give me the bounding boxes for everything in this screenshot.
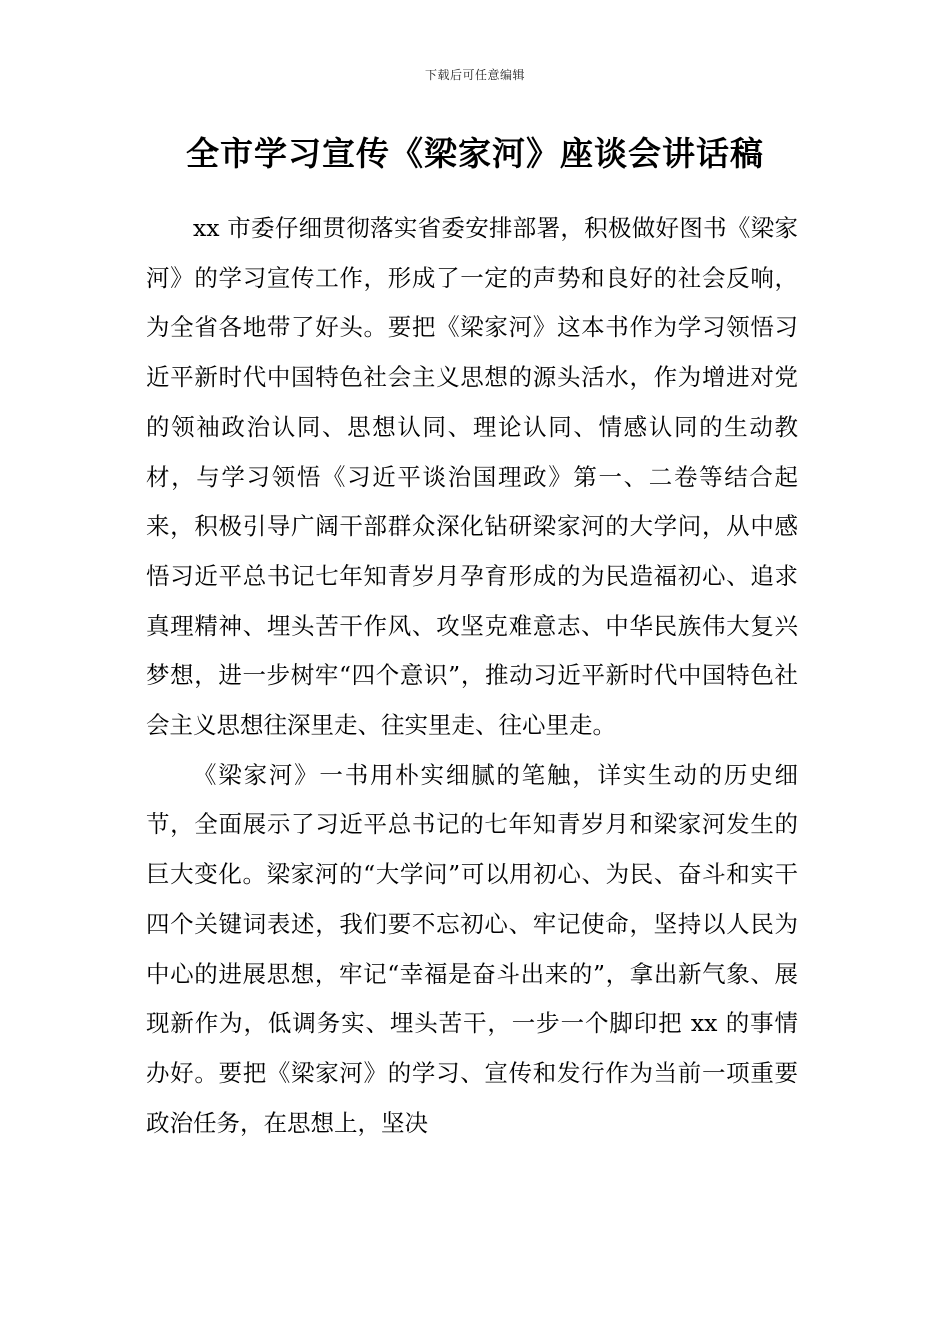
body-paragraph-2: 《梁家河》一书用朴实细腻的笔触，详实生动的历史细节，全面展示了习近平总书记的七年知青岁月和梁家河发生的巨大变化。梁家河的“大学问”可以用初心、为民、奋斗和实干四个关键词表述，我们要不忘初心、牢记使命，坚持以人民为中心的进展思想，牢记“幸福是奋斗出来的”，拿出新气象、展现新作为，低调务实、埋头苦干，一步一个脚印把 xx 的事情办好。要把《梁家河》的学习、宣传和发行作为当前一项重要政治任务，在思想上，坚决 xyxy=(146,760,798,1137)
document-title: 全市学习宣传《梁家河》座谈会讲话稿 xyxy=(186,134,764,173)
document-body xyxy=(146,204,798,1148)
body-paragraph-1: xx 市委仔细贯彻落实省委安排部署，积极做好图书《梁家河》的学习宣传工作，形成了一定的声势和良好的社会反响，为全省各地带了好头。要把《梁家河》这本书作为学习领悟习近平新时代中国特色社会主义思想的源头活水，作为增进对党的领袖政治认同、思想认同、理论认同、情感认同的生动教材，与学习领悟《习近平谈治国理政》第一、二卷等结合起来，积极引导广阔干部群众深化钻研梁家河的大学问，从中感悟习近平总书记七年知青岁月孕育形成的为民造福初心、追求真理精神、埋头苦干作风、攻坚克难意志、中华民族伟大复兴梦想，进一步树牢“四个意识”，推动习近平新时代中国特色社会主义思想往深里走、往实里走、往心里走。 xyxy=(146,214,798,740)
header-note: 下载后可任意编辑 xyxy=(424,68,525,82)
